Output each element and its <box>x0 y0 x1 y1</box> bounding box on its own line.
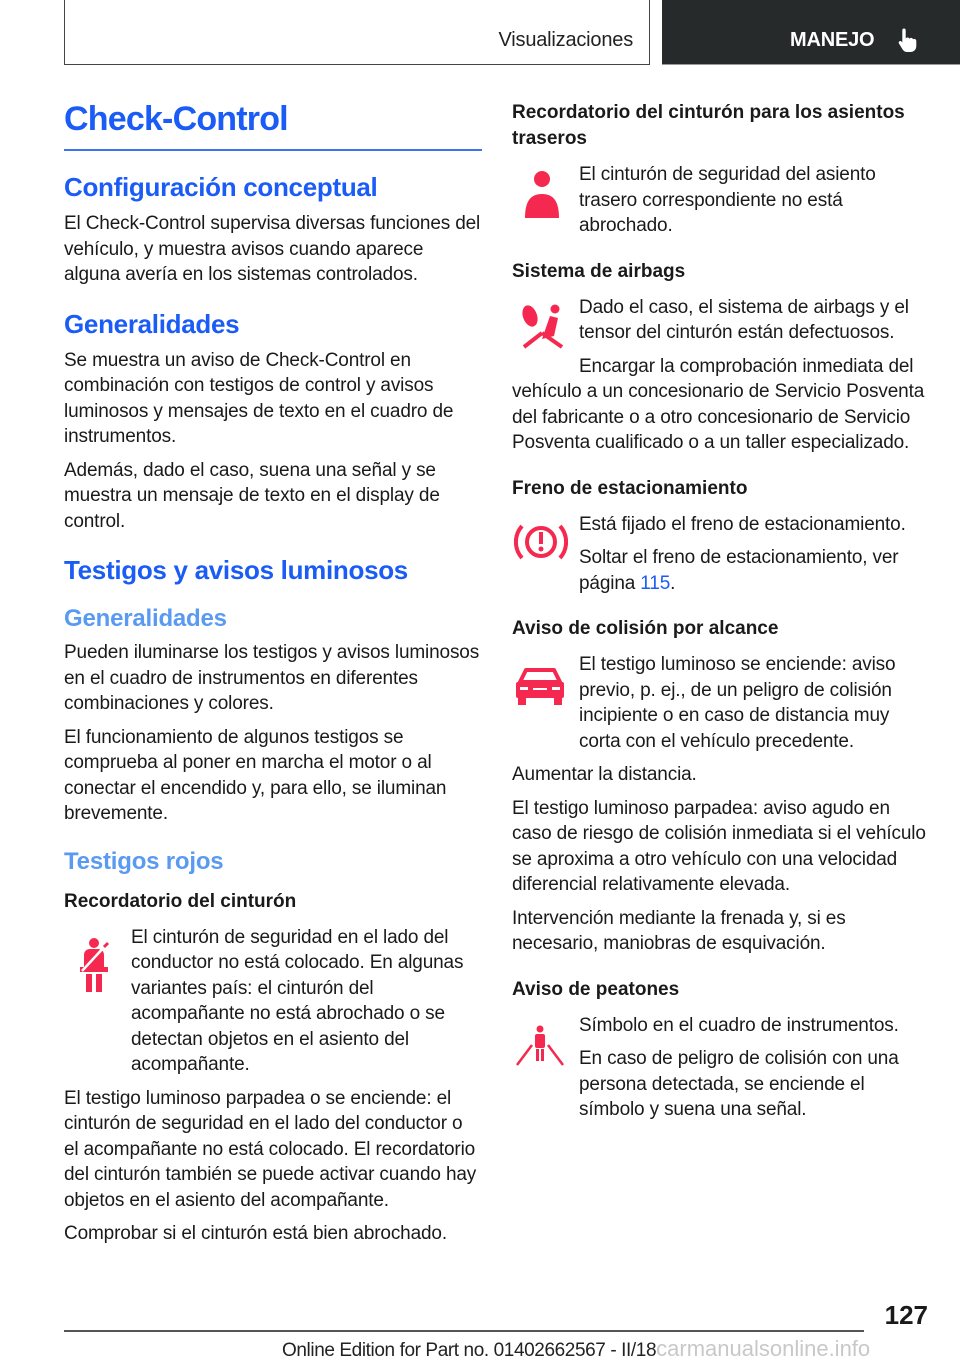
belt-reminder-text-1: El cinturón de seguridad en el lado del conductor no está colocado. En algunas variantes país: el cinturón del acompañante no está abrochado o se detectan objetos en el asiento del acompañante. <box>131 926 464 1075</box>
airbag-text-2: Encargar la comprobación inmediata del vehículo a un concesionario de Servicio Posventa del fabricante o a otro concesionario de Servicio Posventa cualificado o a un taller especializado. <box>512 355 925 453</box>
airbag-block <box>512 295 932 456</box>
heading-pedestrian: Aviso de peatones <box>512 978 680 1000</box>
parking-brake-text-2-prefix: Soltar el freno de estacionamiento, ver página <box>579 547 899 594</box>
subheading-testigos-rojos: Testigos rojos <box>64 847 224 875</box>
page-title: Check-Control <box>64 100 482 151</box>
rear-seat-occupant-icon <box>522 170 562 220</box>
collision-text-3: El testigo luminoso parpadea: aviso agudo en caso de riesgo de colisión inmediata si el vehículo se aproxima a otro vehículo con una velocidad diferencial relativamente elevada. <box>512 797 926 895</box>
parking-brake-text-2-suffix: . <box>670 572 676 594</box>
section-tab <box>64 0 650 65</box>
seatbelt-warning-icon <box>70 937 118 993</box>
parking-brake-block <box>512 512 932 597</box>
pedestrian-text-2: En caso de peligro de colisión con una persona detectada, se enciende el símbolo y suena una señal. <box>579 1048 899 1120</box>
page-number: 127 <box>884 1300 928 1330</box>
lights-text-2: El funcionamiento de algunos testigos se comprueba al poner en marcha el motor o al conectar el encendido y, para ello, se iluminan brevemente. <box>64 726 447 824</box>
rear-belt-text: El cinturón de seguridad del asiento trasero correspondiente no está abrochado. <box>579 164 876 236</box>
chapter-tab-label: MANEJO <box>790 28 875 51</box>
general-text-1: Se muestra un aviso de Check-Control en combinación con testigos de control y avisos luminosos y mensajes de texto en el cuadro de instrumentos. <box>64 349 454 447</box>
footer-edition <box>282 1336 870 1362</box>
general-text-2: Además, dado el caso, suena una señal y se muestra un mensaje de texto en el display de control. <box>64 459 440 532</box>
edition-text: Online Edition for Part no. 01402662567 - II/18 <box>282 1340 657 1361</box>
left-column <box>64 100 482 1255</box>
subheading-generalidades: Generalidades <box>64 605 227 632</box>
collision-text-2: Aumentar la distancia. <box>512 764 697 785</box>
heading-configuracion: Configuración conceptual <box>64 172 378 202</box>
pointing-hand-icon <box>896 27 918 53</box>
chapter-tab <box>662 0 960 65</box>
airbag-warning-icon <box>520 303 566 349</box>
parking-brake-text-1: Está fijado el freno de estacionamiento. <box>579 513 906 535</box>
heading-collision: Aviso de colisión por alcance <box>512 618 779 639</box>
pedestrian-block <box>512 1013 932 1123</box>
heading-belt-reminder: Recordatorio del cinturón <box>64 890 297 912</box>
belt-reminder-block <box>64 925 482 1078</box>
right-column <box>512 100 932 1131</box>
footer-divider <box>64 1330 864 1332</box>
heading-airbag: Sistema de airbags <box>512 260 686 282</box>
pedestrian-warning-icon <box>514 1025 566 1069</box>
lights-text-1: Pueden iluminarse los testigos y avisos luminosos en el cuadro de instrumentos en diferentes combinaciones y colores. <box>64 642 480 714</box>
heading-parking-brake: Freno de estacionamiento <box>512 477 748 499</box>
front-collision-car-icon <box>514 666 566 706</box>
section-tab-label: Visualizaciones <box>498 28 633 51</box>
belt-reminder-text-3: Comprobar si el cinturón está bien abrochado. <box>64 1223 447 1244</box>
belt-reminder-text-2: El testigo luminoso parpadea o se enciende: el cinturón de seguridad en el lado del conductor o el acompañante no está colocado. El recordatorio del cinturón también se puede activar cuando hay objetos en el asiento del acompañante. <box>64 1087 477 1211</box>
heading-rear-belt: Recordatorio del cinturón para los asientos traseros <box>512 102 905 149</box>
watermark: carmanualsonline.info <box>656 1336 871 1361</box>
heading-generalidades: Generalidades <box>64 308 240 339</box>
page-link-115[interactable]: 115 <box>640 572 671 594</box>
config-text: El Check-Control supervisa diversas funciones del vehículo, y muestra avisos cuando aparece alguna avería en los sistemas controlados. <box>64 213 481 285</box>
airbag-text-1: Dado el caso, el sistema de airbags y el tensor del cinturón están defectuosos. <box>579 296 909 343</box>
parking-brake-text-2 <box>512 545 932 596</box>
rear-belt-block <box>512 162 932 239</box>
heading-testigos: Testigos y avisos luminosos <box>64 555 408 585</box>
pedestrian-text-1: Símbolo en el cuadro de instrumentos. <box>579 1014 899 1036</box>
parking-brake-icon <box>514 522 568 562</box>
collision-text-1-body: El testigo luminoso se enciende: aviso previo, p. ej., de un peligro de colisión incipiente o en caso de distancia muy corta con el vehículo precedente. <box>579 654 896 752</box>
collision-block <box>512 652 932 754</box>
collision-text-1 <box>512 652 932 754</box>
collision-text-4: Intervención mediante la frenada y, si es necesario, maniobras de esquivación. <box>512 907 846 954</box>
